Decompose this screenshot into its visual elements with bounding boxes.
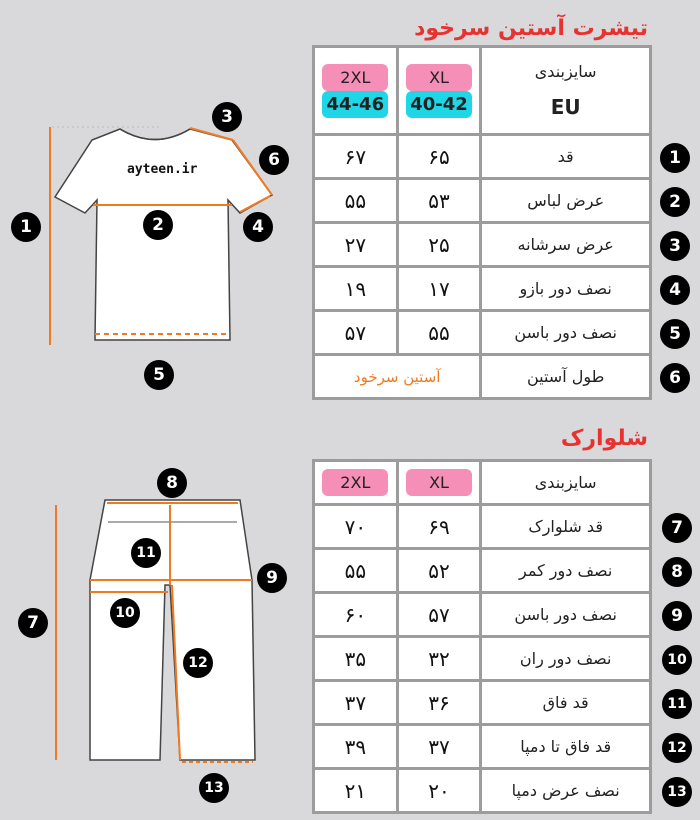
table-row bbox=[314, 549, 651, 593]
row-label: عرض سرشانه bbox=[481, 223, 651, 267]
table-row bbox=[314, 223, 651, 267]
table-row bbox=[314, 637, 651, 681]
eu-xl-badge: 40-42 bbox=[406, 91, 472, 118]
size-2xl-badge: 2XL bbox=[322, 469, 388, 496]
row-number: 1 bbox=[660, 143, 690, 173]
row-number: 5 bbox=[660, 319, 690, 349]
row-number: 8 bbox=[662, 557, 692, 587]
value-2xl: ۲۷ bbox=[314, 223, 398, 267]
value-xl: ۶۵ bbox=[397, 135, 481, 179]
value-xl: ۲۵ bbox=[397, 223, 481, 267]
value-2xl: ۵۵ bbox=[314, 549, 398, 593]
value-2xl: ۶۰ bbox=[314, 593, 398, 637]
tshirt-title: تیشرت آستین سرخود bbox=[414, 16, 648, 41]
row-label: نصف دور باسن bbox=[481, 311, 651, 355]
value-xl: ۶۹ bbox=[397, 505, 481, 549]
row-label: عرض لباس bbox=[481, 179, 651, 223]
row-label: طول آستین bbox=[481, 355, 651, 399]
table-row bbox=[314, 355, 651, 399]
table-row bbox=[314, 311, 651, 355]
sizing-label: سایزبندی bbox=[481, 461, 651, 505]
marker-5: 5 bbox=[144, 360, 174, 390]
row-label: قد فاق تا دمپا bbox=[481, 725, 651, 769]
value-xl: ۳۷ bbox=[397, 725, 481, 769]
value-2xl: ۳۷ bbox=[314, 681, 398, 725]
value-2xl: ۱۹ bbox=[314, 267, 398, 311]
shorts-size-table bbox=[312, 459, 652, 814]
value-2xl: ۵۵ bbox=[314, 179, 398, 223]
tshirt-size-table bbox=[312, 45, 652, 400]
row-label: نصف دور بازو bbox=[481, 267, 651, 311]
row-label: نصف عرض دمپا bbox=[481, 769, 651, 813]
table-row bbox=[314, 725, 651, 769]
shorts-title: شلوارک bbox=[560, 426, 648, 451]
marker-3: 3 bbox=[212, 102, 242, 132]
table-row bbox=[314, 681, 651, 725]
row-label: نصف دور ران bbox=[481, 637, 651, 681]
eu-2xl-badge: 44-46 bbox=[322, 91, 388, 118]
marker-11: 11 bbox=[131, 538, 161, 568]
size-xl-badge: XL bbox=[406, 64, 472, 91]
row-label: نصف دور باسن bbox=[481, 593, 651, 637]
value-2xl: ۳۹ bbox=[314, 725, 398, 769]
value-xl: ۵۵ bbox=[397, 311, 481, 355]
row-number: 3 bbox=[660, 231, 690, 261]
eu-label: EU bbox=[550, 95, 581, 119]
value-xl: ۳۲ bbox=[397, 637, 481, 681]
row-label: نصف دور کمر bbox=[481, 549, 651, 593]
marker-4: 4 bbox=[243, 212, 273, 242]
merged-value: آستین سرخود bbox=[314, 355, 481, 399]
brand-logo: ayteen.ir bbox=[127, 162, 198, 177]
sizing-label: سایزبندی bbox=[534, 62, 597, 81]
row-label: قد شلوارک bbox=[481, 505, 651, 549]
value-xl: ۵۲ bbox=[397, 549, 481, 593]
row-label: قد فاق bbox=[481, 681, 651, 725]
table-row bbox=[314, 505, 651, 549]
row-number: 13 bbox=[662, 777, 692, 807]
marker-2: 2 bbox=[143, 210, 173, 240]
row-number: 11 bbox=[662, 689, 692, 719]
size-xl-badge: XL bbox=[406, 469, 472, 496]
row-number: 9 bbox=[662, 601, 692, 631]
row-number: 7 bbox=[662, 513, 692, 543]
marker-12: 12 bbox=[183, 648, 213, 678]
row-number: 6 bbox=[660, 363, 690, 393]
value-2xl: ۲۱ bbox=[314, 769, 398, 813]
size-2xl-badge: 2XL bbox=[322, 64, 388, 91]
value-xl: ۱۷ bbox=[397, 267, 481, 311]
value-2xl: ۶۷ bbox=[314, 135, 398, 179]
marker-10: 10 bbox=[110, 598, 140, 628]
shorts-illustration bbox=[56, 500, 255, 762]
marker-8: 8 bbox=[157, 468, 187, 498]
value-2xl: ۷۰ bbox=[314, 505, 398, 549]
row-label: قد bbox=[481, 135, 651, 179]
table-row bbox=[314, 267, 651, 311]
value-xl: ۵۷ bbox=[397, 593, 481, 637]
marker-6: 6 bbox=[259, 145, 289, 175]
value-xl: ۲۰ bbox=[397, 769, 481, 813]
row-number: 2 bbox=[660, 187, 690, 217]
marker-13: 13 bbox=[199, 773, 229, 803]
value-2xl: ۳۵ bbox=[314, 637, 398, 681]
shorts-shape bbox=[90, 500, 255, 760]
marker-9: 9 bbox=[257, 563, 287, 593]
value-xl: ۵۳ bbox=[397, 179, 481, 223]
row-number: 4 bbox=[660, 275, 690, 305]
value-xl: ۳۶ bbox=[397, 681, 481, 725]
table-header-row bbox=[314, 47, 651, 135]
table-row bbox=[314, 769, 651, 813]
table-row bbox=[314, 135, 651, 179]
row-number: 10 bbox=[662, 645, 692, 675]
table-header-row bbox=[314, 461, 651, 505]
table-row bbox=[314, 593, 651, 637]
value-2xl: ۵۷ bbox=[314, 311, 398, 355]
marker-7: 7 bbox=[18, 608, 48, 638]
row-number: 12 bbox=[662, 733, 692, 763]
marker-1: 1 bbox=[11, 212, 41, 242]
table-row bbox=[314, 179, 651, 223]
